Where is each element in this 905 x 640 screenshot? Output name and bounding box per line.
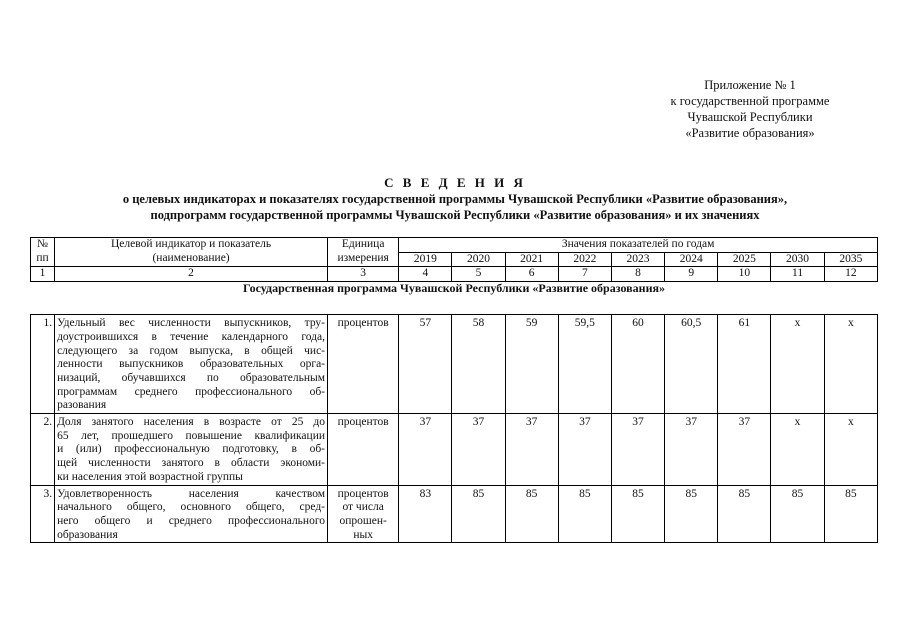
- value-cell: 59,5: [558, 315, 611, 414]
- appendix-line: Чувашской Республики: [687, 110, 813, 124]
- value-cell: 58: [452, 315, 505, 414]
- indicator-name-line: доустроившихся в течение календарного года,: [57, 330, 326, 343]
- row-number: 1.: [31, 315, 55, 414]
- indicator-name-line: ленности выпускников образовательных орга-: [57, 358, 326, 371]
- column-number: 4: [399, 267, 452, 282]
- unit-line: ных: [353, 528, 373, 541]
- header-year: 2035: [824, 252, 877, 267]
- header-indicator-line: (наименование): [152, 251, 230, 264]
- value-cell: 37: [452, 414, 505, 486]
- indicator-name-line: 65 лет, прошедшего повышение квалификации: [57, 429, 326, 442]
- column-number: 1: [31, 267, 55, 282]
- value-cell: 85: [824, 485, 877, 543]
- value-cell: 37: [505, 414, 558, 486]
- table-body: [31, 238, 878, 543]
- header-unit: [328, 238, 399, 267]
- indicator-name-line: образования: [57, 528, 118, 541]
- row-number: 2.: [31, 414, 55, 486]
- unit-line: от числа: [342, 501, 384, 514]
- indicator-name-line: Удельный вес численности выпускников, тру-: [57, 317, 326, 330]
- column-number: 5: [452, 267, 505, 282]
- table-row: [31, 414, 878, 486]
- value-cell: х: [824, 315, 877, 414]
- column-number: 9: [665, 267, 718, 282]
- header-year: 2021: [505, 252, 558, 267]
- value-cell: 83: [399, 485, 452, 543]
- document-heading: [30, 174, 880, 223]
- indicators-table: [30, 237, 878, 543]
- table-row: [31, 315, 878, 414]
- indicator-name-line: ки населения этой возрастной группы: [57, 470, 243, 483]
- header-year: 2022: [558, 252, 611, 267]
- unit-line: процентов: [337, 487, 389, 500]
- value-cell: 85: [558, 485, 611, 543]
- indicator-name: [55, 315, 328, 414]
- row-number: 3.: [31, 485, 55, 543]
- header-unit-line: Единица: [341, 238, 385, 250]
- column-number: 7: [558, 267, 611, 282]
- value-cell: 60: [611, 315, 664, 414]
- unit: [328, 414, 399, 486]
- value-cell: 37: [399, 414, 452, 486]
- appendix-line: «Развитие образования»: [685, 126, 815, 140]
- header-num-line: №: [37, 238, 49, 250]
- indicator-name-line: программам среднего профессионального об-: [57, 385, 326, 398]
- header-year: 2030: [771, 252, 824, 267]
- unit-line: процентов: [337, 317, 389, 330]
- value-cell: х: [771, 315, 824, 414]
- document-subtitle-line-2: подпрограмм государственной программы Чувашской Республики «Развитие образования» и их значениях: [150, 208, 760, 222]
- column-number: 11: [771, 267, 824, 282]
- indicator-name-line: начального общего, основного общего, сред-: [57, 501, 326, 514]
- value-cell: 85: [505, 485, 558, 543]
- value-cell: 85: [452, 485, 505, 543]
- header-num: [31, 238, 55, 267]
- appendix-note: [630, 77, 870, 141]
- unit-line: процентов: [337, 416, 389, 429]
- value-cell: х: [824, 414, 877, 486]
- value-cell: 59: [505, 315, 558, 414]
- value-cell: х: [771, 414, 824, 486]
- value-cell: 37: [558, 414, 611, 486]
- column-number: 3: [328, 267, 399, 282]
- value-cell: 37: [718, 414, 771, 486]
- value-cell: 37: [611, 414, 664, 486]
- indicator-name-line: и (или) профессиональную подготовку, в об-: [57, 443, 326, 456]
- indicator-name: [55, 414, 328, 486]
- header-year: 2020: [452, 252, 505, 267]
- appendix-line: Приложение № 1: [704, 78, 796, 92]
- column-number: 10: [718, 267, 771, 282]
- indicator-name-line: него общего и среднего профессионального: [57, 514, 326, 527]
- indicator-name-line: щей численности занятого в области экономи-: [57, 457, 326, 470]
- indicator-name: [55, 485, 328, 543]
- column-numbers-row: [31, 267, 878, 282]
- header-row-1: [31, 238, 878, 253]
- value-cell: 85: [665, 485, 718, 543]
- column-number: 12: [824, 267, 877, 282]
- indicator-name-line: следующего за годом выпуска, в общей чис-: [57, 344, 326, 357]
- header-indicator-line: Целевой индикатор и показатель: [111, 238, 272, 250]
- unit: [328, 315, 399, 414]
- header-year: 2025: [718, 252, 771, 267]
- value-cell: 60,5: [665, 315, 718, 414]
- indicator-name-line: разования: [57, 399, 107, 412]
- column-number: 6: [505, 267, 558, 282]
- value-cell: 57: [399, 315, 452, 414]
- section-row: [31, 282, 878, 315]
- indicator-name-line: Удовлетворенность населения качеством: [57, 487, 326, 500]
- value-cell: 61: [718, 315, 771, 414]
- value-cell: 85: [611, 485, 664, 543]
- table-row: [31, 485, 878, 543]
- column-number: 8: [611, 267, 664, 282]
- indicator-name-line: низаций, обучавшихся по образовательным: [57, 371, 326, 384]
- unit: [328, 485, 399, 543]
- header-year: 2024: [665, 252, 718, 267]
- header-indicator: [55, 238, 328, 267]
- header-year: 2023: [611, 252, 664, 267]
- header-num-line: пп: [36, 251, 49, 264]
- unit-line: опрошен-: [339, 514, 387, 527]
- header-values-group: Значения показателей по годам: [399, 238, 878, 253]
- column-number: 2: [55, 267, 328, 282]
- document-subtitle-line-1: о целевых индикаторах и показателях государственной программы Чувашской Республики «Развитие образования»,: [122, 192, 788, 206]
- header-unit-line: измерения: [337, 251, 389, 264]
- appendix-line: к государственной программе: [670, 94, 830, 108]
- indicator-name-line: Доля занятого населения в возрасте от 25 до: [57, 416, 326, 429]
- value-cell: 85: [718, 485, 771, 543]
- value-cell: 85: [771, 485, 824, 543]
- header-year: 2019: [399, 252, 452, 267]
- document-title: С В Е Д Е Н И Я: [384, 175, 526, 190]
- value-cell: 37: [665, 414, 718, 486]
- section-title: Государственная программа Чувашской Республики «Развитие образования»: [243, 281, 665, 296]
